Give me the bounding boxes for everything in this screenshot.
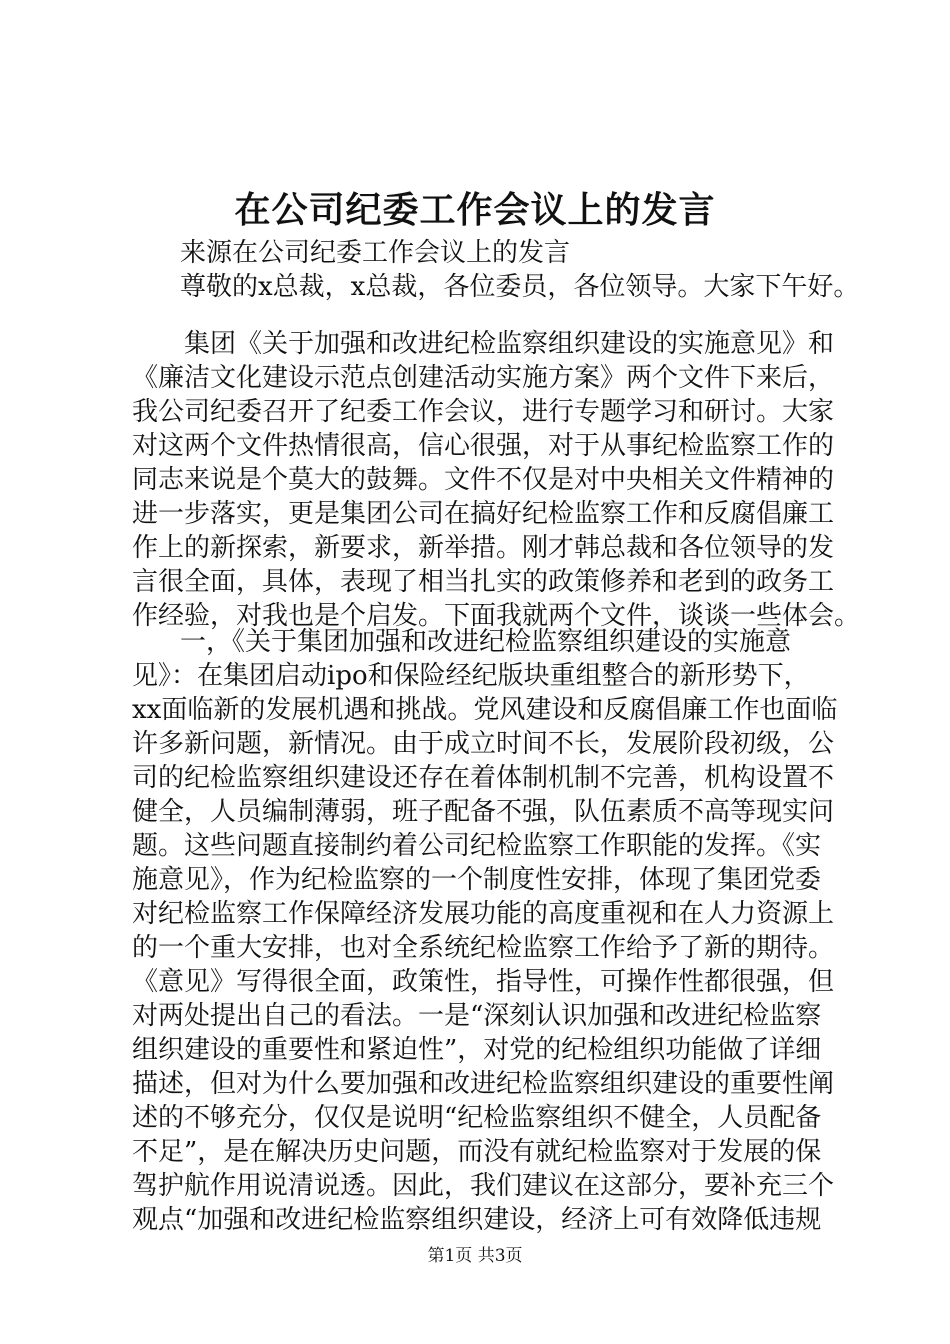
page-footer: 第1页 共3页 — [427, 1246, 523, 1266]
paragraph-1 — [132, 327, 861, 633]
paragraph-2 — [132, 625, 852, 1237]
paragraph-line: 组织建设的重要性和紧迫性”，对党的纪检组织功能做了详细 — [132, 1035, 822, 1065]
paragraph-line: 的一个重大安排，也对全系统纪检监察工作给予了新的期待。 — [132, 933, 835, 963]
paragraph-line: 作经验，对我也是个启发。下面我就两个文件，谈谈一些体会。 — [132, 601, 861, 631]
paragraph-line: 观点“加强和改进纪检监察组织建设，经济上可有效降低违规 — [132, 1205, 822, 1235]
paragraph-line: 驾护航作用说清说透。因此，我们建议在这部分，要补充三个 — [132, 1171, 835, 1201]
paragraph-line: 对这两个文件热情很高，信心很强，对于从事纪检监察工作的 — [132, 431, 835, 461]
source-line: 来源在公司纪委工作会议上的发言 — [180, 238, 571, 268]
paragraph-line: 不足”，是在解决历史问题，而没有就纪检监察对于发展的保 — [132, 1137, 822, 1167]
paragraph-line: 言很全面，具体，表现了相当扎实的政策修养和老到的政务工 — [132, 567, 835, 597]
paragraph-line: 司的纪检监察组织建设还存在着体制机制不完善，机构设置不 — [132, 763, 835, 793]
document-title: 在公司纪委工作会议上的发言 — [234, 190, 716, 231]
paragraph-line: 集团《关于加强和改进纪检监察组织建设的实施意见》和 — [184, 329, 835, 359]
paragraph-line: 见》：在集团启动ipo和保险经纪版块重组整合的新形势下， — [132, 661, 810, 691]
paragraph-line: 一，《关于集团加强和改进纪检监察组织建设的实施意 — [180, 627, 792, 657]
paragraph-line: 述的不够充分，仅仅是说明“纪检监察组织不健全，人员配备 — [132, 1103, 822, 1133]
paragraph-line: 我公司纪委召开了纪委工作会议，进行专题学习和研讨。大家 — [132, 397, 835, 427]
paragraph-line: 施意见》，作为纪检监察的一个制度性安排，体现了集团党委 — [132, 865, 822, 895]
paragraph-line: 描述，但对为什么要加强和改进纪检监察组织建设的重要性阐 — [132, 1069, 835, 1099]
paragraph-line: 《意见》写得很全面，政策性，指导性，可操作性都很强，但 — [132, 967, 835, 997]
paragraph-line: 进一步落实，更是集团公司在搞好纪检监察工作和反腐倡廉工 — [132, 499, 835, 529]
paragraph-line: 对两处提出自己的看法。一是“深刻认识加强和改进纪检监察 — [132, 1001, 822, 1031]
paragraph-line: xx面临新的发展机遇和挑战。党风建设和反腐倡廉工作也面临 — [132, 695, 838, 725]
paragraph-line: 《廉洁文化建设示范点创建活动实施方案》两个文件下来后， — [132, 363, 835, 393]
paragraph-line: 题。这些问题直接制约着公司纪检监察工作职能的发挥。《实 — [132, 831, 822, 861]
intro-block — [132, 236, 860, 304]
paragraph-line: 健全，人员编制薄弱，班子配备不强，队伍素质不高等现实问 — [132, 797, 835, 827]
greeting-line: 尊敬的x总裁，x总裁，各位委员，各位领导。大家下午好。 — [180, 272, 860, 302]
paragraph-line: 作上的新探索，新要求，新举措。刚才韩总裁和各位领导的发 — [132, 533, 835, 563]
paragraph-line: 许多新问题，新情况。由于成立时间不长，发展阶段初级，公 — [132, 729, 835, 759]
paragraph-line: 对纪检监察工作保障经济发展功能的高度重视和在人力资源上 — [132, 899, 835, 929]
paragraph-line: 同志来说是个莫大的鼓舞。文件不仅是对中央相关文件精神的 — [132, 465, 835, 495]
